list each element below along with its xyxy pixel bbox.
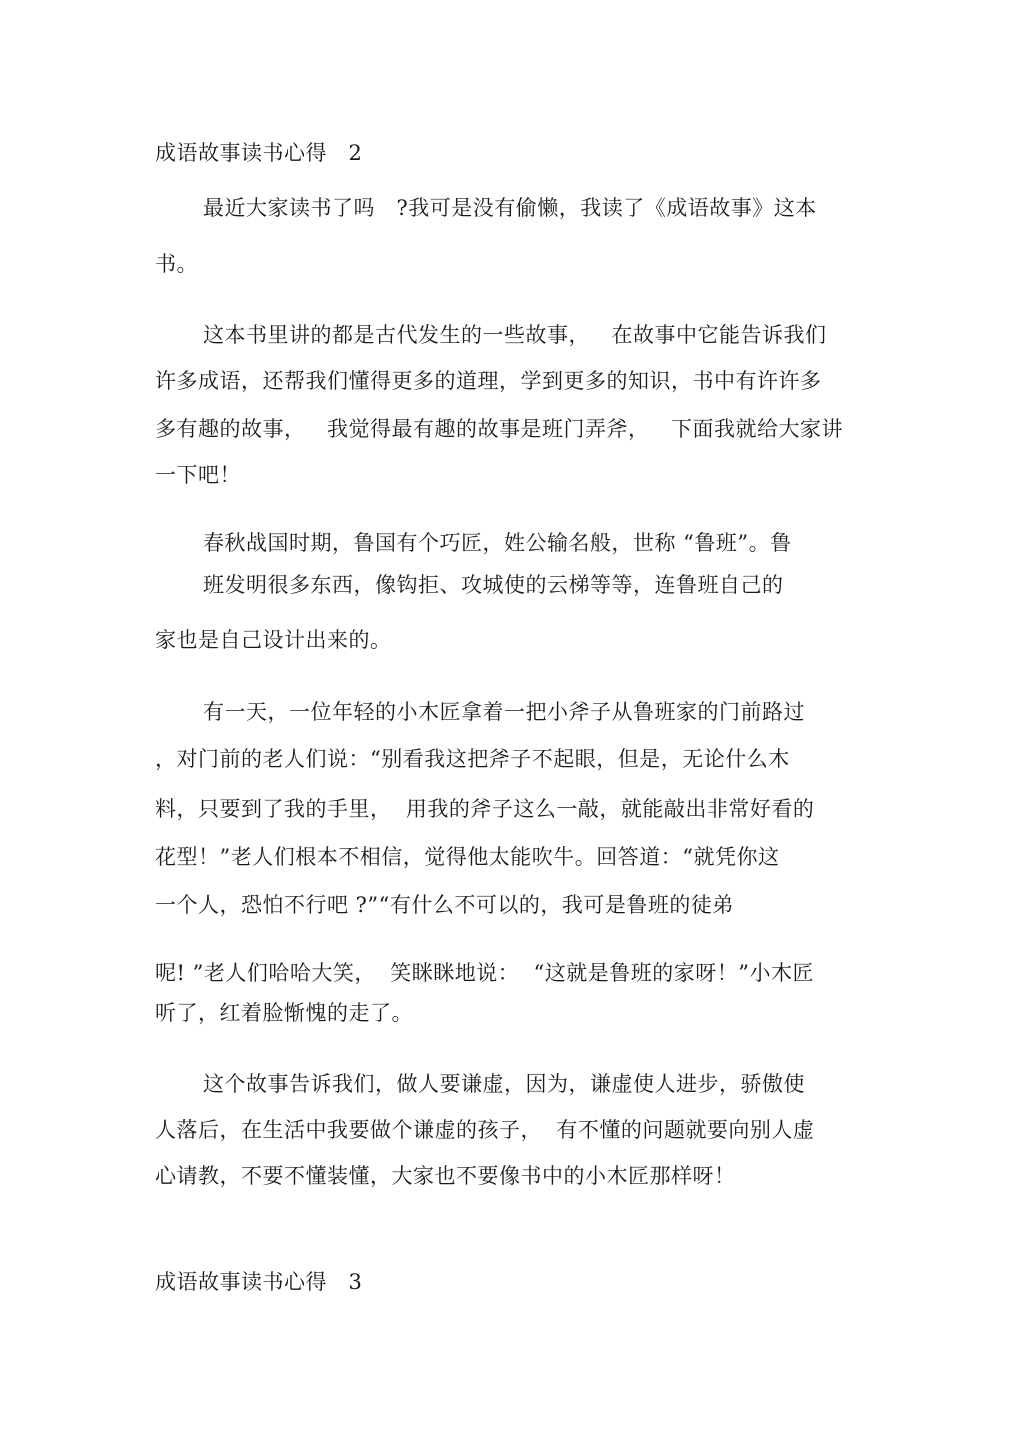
paragraph-line: 班发明很多东西，像钩拒、攻城使的云梯等等，连鲁班自己的: [203, 573, 784, 597]
section-heading-3: 成语故事读书心得 3: [155, 1270, 363, 1294]
paragraph-line: 许多成语，还帮我们懂得更多的道理，学到更多的知识，书中有许许多: [155, 369, 822, 393]
paragraph-line: 料，只要到了我的手里， 用我的斧子这么一敲，就能敲出非常好看的: [155, 797, 815, 821]
paragraph-line: 最近大家读书了吗 ?我可是没有偷懒，我读了《成语故事》这本: [203, 196, 817, 220]
paragraph-line: 这本书里讲的都是古代发生的一些故事， 在故事中它能告诉我们: [203, 323, 827, 347]
paragraph-line: 听了，红着脸惭愧的走了。: [155, 1001, 413, 1025]
section-heading-2: 成语故事读书心得 2: [155, 141, 363, 165]
paragraph-line: 呢! ”老人们哈哈大笑， 笑眯眯地说： “这就是鲁班的家呀！”小木匠: [155, 961, 815, 985]
paragraph-line: 家也是自己设计出来的。: [155, 628, 392, 652]
paragraph-line: 有一天，一位年轻的小木匠拿着一把小斧子从鲁班家的门前路过: [203, 700, 805, 724]
paragraph-line: 春秋战国时期，鲁国有个巧匠，姓公输名般，世称 “鲁班”。鲁: [203, 531, 792, 555]
paragraph-line: ，对门前的老人们说：“别看我这把斧子不起眼，但是，无论什么木: [155, 747, 790, 771]
paragraph-line: 多有趣的故事， 我觉得最有趣的故事是班门弄斧， 下面我就给大家讲: [155, 417, 844, 441]
paragraph-line: 一下吧！: [155, 463, 241, 487]
paragraph-line: 心请教，不要不懂装懂，大家也不要像书中的小木匠那样呀！: [155, 1164, 736, 1188]
paragraph-line: 书。: [155, 252, 198, 276]
paragraph-line: 一个人，恐怕不行吧 ?”“有什么不可以的，我可是鲁班的徒弟: [155, 893, 734, 917]
paragraph-line: 花型！”老人们根本不相信，觉得他太能吹牛。回答道：“就凭你这: [155, 845, 780, 869]
paragraph-line: 人落后，在生活中我要做个谦虚的孩子， 有不懂的问题就要向别人虚: [155, 1118, 815, 1142]
paragraph-line: 这个故事告诉我们，做人要谦虚，因为，谦虚使人进步，骄傲使: [203, 1072, 805, 1096]
